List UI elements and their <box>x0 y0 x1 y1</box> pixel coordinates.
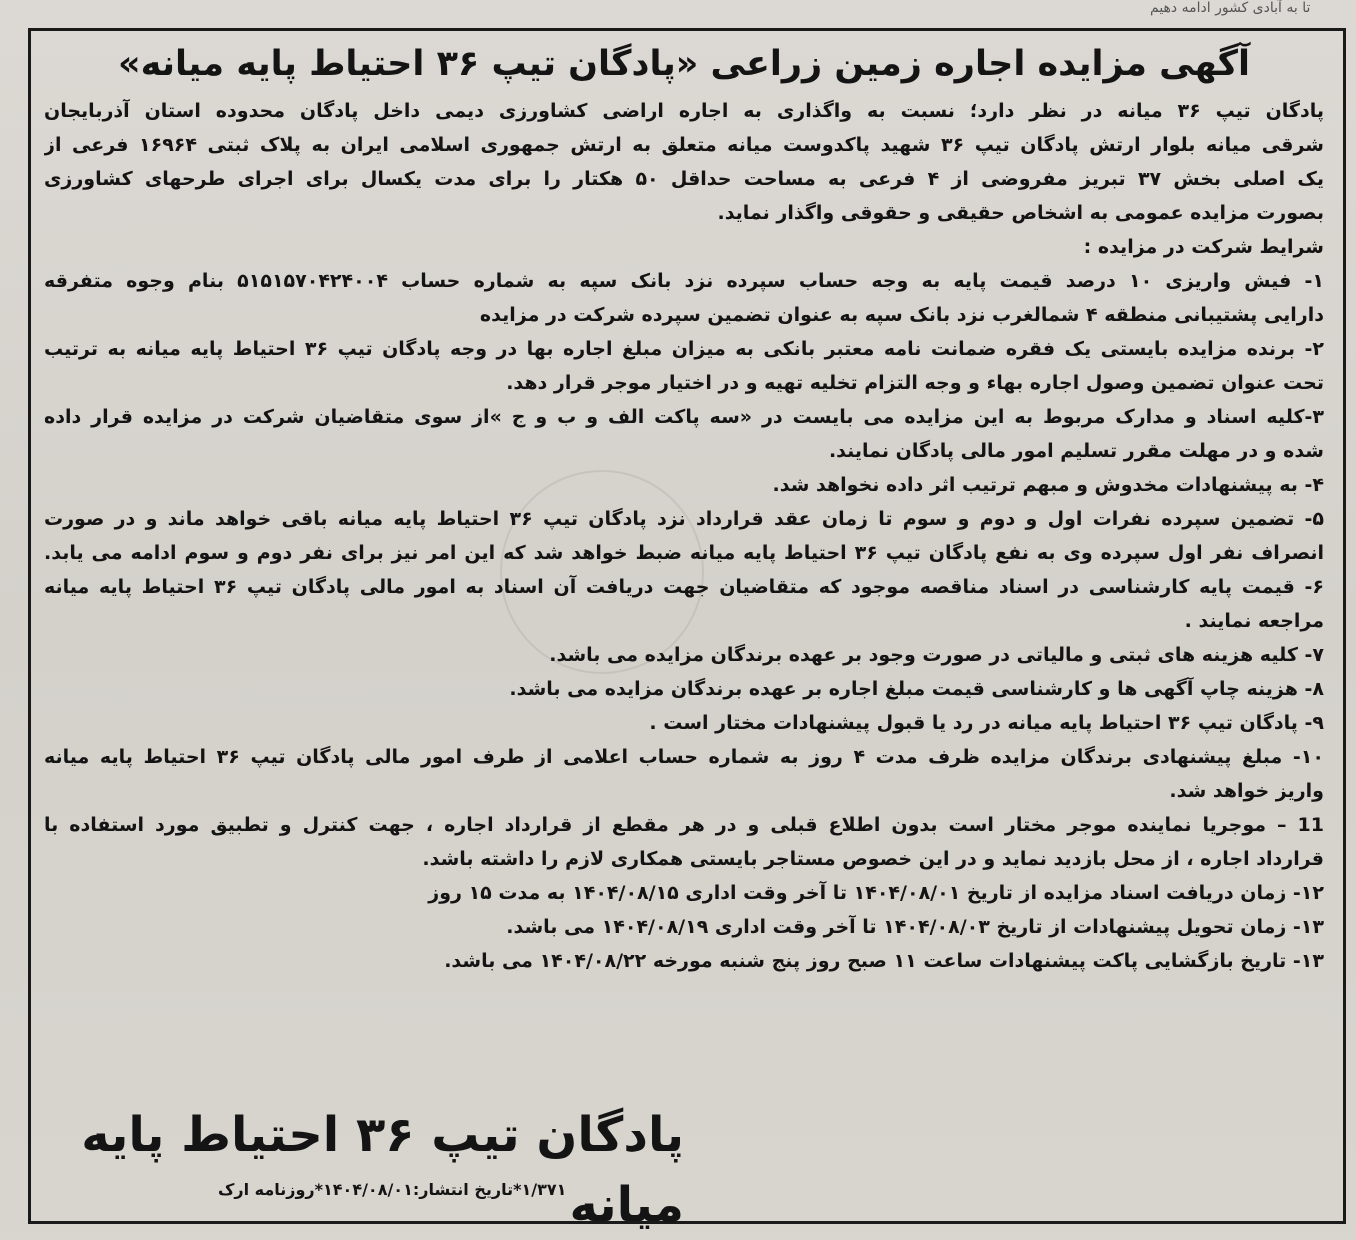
condition-line: انصراف نفر اول سپرده وی به نفع پادگان تیپ ۳۶ احتیاط پایه میانه ضبط خواهد شد که این امر نیز برای نفر دوم و سوم ادامه می یابد. <box>44 542 1324 564</box>
condition-line: ۳-کلیه اسناد و مدارک مربوط به این مزایده می بایست در «سه پاکت الف و ب و ج »از سوی متقاضیان شرکت در مزایده قرار داده <box>44 406 1324 428</box>
condition-line: ۱۳- تاریخ بازگشایی پاکت پیشنهادات ساعت ۱۱ صبح روز پنج شنبه مورخه ۱۴۰۴/۰۸/۲۲ می باشد. <box>444 950 1324 972</box>
intro-line: شرقی میانه بلوار ارتش پادگان تیپ ۳۶ شهید پاکدوست میانه متعلق به ارتش جمهوری اسلامی ایران به پلاک ثبتی ۱۶۹۶۴ فرعی از <box>44 134 1324 156</box>
signature-title: پادگان تیپ ۳۶ احتیاط پایه میانه <box>81 1107 684 1233</box>
ad-body <box>44 36 1324 978</box>
condition-line: ۷- کلیه هزینه های ثبتی و مالیاتی در صورت وجود بر عهده برندگان مزایده می باشد. <box>549 644 1324 666</box>
intro-line: پادگان تیپ ۳۶ میانه در نظر دارد؛ نسبت به واگذاری به اجاره اراضی کشاورزی دیمی داخل پادگان محدوده استان آذربایجان <box>44 100 1324 122</box>
condition-line: ۹- پادگان تیپ ۳۶ احتیاط پایه میانه در رد یا قبول پیشنهادات مختار است . <box>649 712 1324 734</box>
condition-line: ۲- برنده مزایده بایستی یک فقره ضمانت نامه معتبر بانکی به میزان مبلغ اجاره بها در وجه پادگان تیپ ۳۶ احتیاط پایه میانه به ترتیب <box>44 338 1324 360</box>
condition-line: ۴- به پیشنهادات مخدوش و مبهم ترتیب اثر داده نخواهد شد. <box>772 474 1324 496</box>
publication-info: ۱/۳۷۱*تاریخ انتشار:۱۴۰۴/۰۸/۰۱*روزنامه ارک <box>218 1180 567 1199</box>
condition-line: تحت عنوان تضمین وصول اجاره بهاء و وجه التزام تخلیه تهیه و در اختیار موجر قرار دهد. <box>506 372 1324 394</box>
condition-line: ۱- فیش واریزی ۱۰ درصد قیمت پایه به وجه حساب سپرده نزد بانک سپه به شماره حساب ۵۱۵۱۵۷۰۴۲۴۰۰۴ بنام وجوه متفرقه <box>44 270 1324 292</box>
intro-line: بصورت مزایده عمومی به اشخاص حقیقی و حقوقی واگذار نماید. <box>717 202 1324 224</box>
conditions-heading: شرایط شرکت در مزایده : <box>1083 236 1324 258</box>
ad-title: آگهی مزایده اجاره زمین زراعی «پادگان تیپ ۳۶ احتیاط پایه میانه» <box>117 44 1251 84</box>
condition-line: ۱۰- مبلغ پیشنهادی برندگان مزایده ظرف مدت ۴ روز به شماره حساب اعلامی از طرف امور مالی پادگان تیپ ۳۶ احتیاط پایه میانه <box>44 746 1324 768</box>
top-strip-text: تا به آبادی کشور ادامه دهیم <box>1150 0 1311 16</box>
condition-line: شده و در مهلت مقرر تسلیم امور مالی پادگان نمایند. <box>828 440 1324 462</box>
condition-line: ۱۲- زمان دریافت اسناد مزایده از تاریخ ۱۴۰۴/۰۸/۰۱ تا آخر وقت اداری ۱۴۰۴/۰۸/۱۵ به مدت ۱۵ روز <box>428 882 1324 904</box>
conditions-list <box>44 264 1324 978</box>
intro-line: یک اصلی بخش ۳۷ تبریز مفروضی از ۴ فرعی به مساحت حداقل ۵۰ هکتار را برای مدت یکسال برای اجرای طرحهای کشاورزی <box>44 168 1324 190</box>
condition-line: دارایی پشتیبانی منطقه ۴ شمالغرب نزد بانک سپه به عنوان تضمین سپرده شرکت در مزایده <box>479 304 1324 326</box>
condition-line: قرارداد اجاره ، از محل بازدید نماید و در این خصوص مستاجر بایستی همکاری لازم را داشته باشد. <box>422 848 1324 870</box>
condition-line: مراجعه نمایند . <box>1184 610 1324 632</box>
condition-line: ۵- تضمین سپرده نفرات اول و دوم و سوم تا زمان عقد قرارداد نزد پادگان تیپ ۳۶ احتیاط پایه میانه باقی خواهد ماند و در صورت <box>44 508 1324 530</box>
intro-paragraph <box>44 94 1324 230</box>
condition-line: واریز خواهد شد. <box>1169 780 1324 802</box>
condition-line: ۶- قیمت پایه کارشناسی در اسناد مناقصه موجود که متقاضیان جهت دریافت آن اسناد به امور مالی پادگان تیپ ۳۶ احتیاط پایه میانه <box>44 576 1324 598</box>
condition-line: 11 – موجریا نماینده موجر مختار است بدون اطلاع قبلی و در هر مقطع از قرارداد اجاره ، جهت کنترل و تطبیق مورد استفاده با <box>44 814 1324 836</box>
condition-line: ۸- هزینه چاپ آگهی ها و کارشناسی قیمت مبلغ اجاره بر عهده برندگان مزایده می باشد. <box>509 678 1324 700</box>
condition-line: ۱۳- زمان تحویل پیشنهادات از تاریخ ۱۴۰۴/۰۸/۰۳ تا آخر وقت اداری ۱۴۰۴/۰۸/۱۹ می باشد. <box>506 916 1324 938</box>
